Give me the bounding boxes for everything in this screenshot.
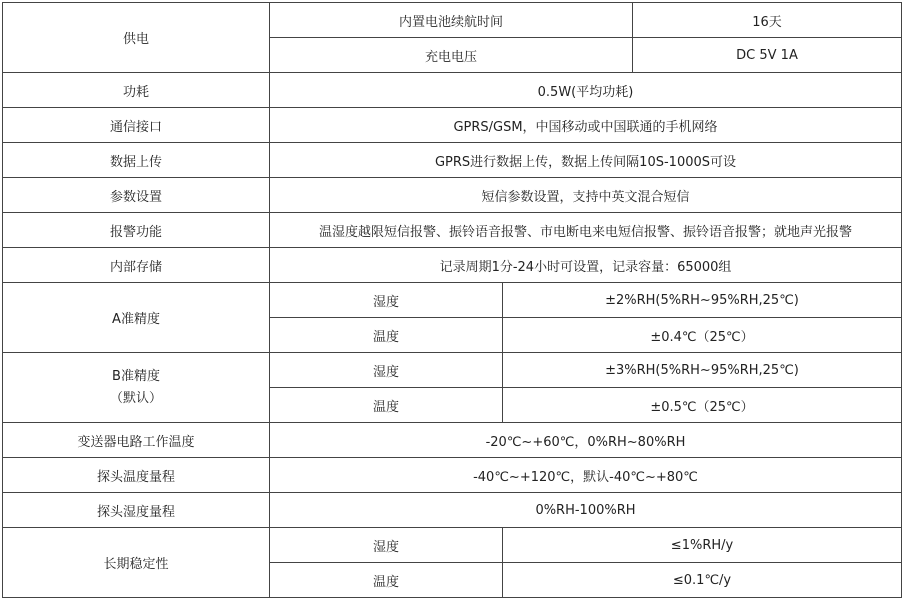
storage-label: 内部存储 [3,248,270,283]
comm-value: GPRS/GSM，中国移动或中国联通的手机网络 [270,108,902,143]
spec-table [2,2,902,598]
accuracy-b-humidity-label: 湿度 [270,353,503,388]
accuracy-b-humidity-value: ±3%RH(5%RH~95%RH,25℃) [503,353,902,388]
consumption-label: 功耗 [3,73,270,108]
accuracy-a-humidity-label: 湿度 [270,283,503,318]
stability-temperature-value: ≤0.1℃/y [503,563,902,598]
row-storage [3,248,902,283]
row-alarm [3,213,902,248]
accuracy-b-temperature-label: 温度 [270,388,503,423]
accuracy-a-humidity-value: ±2%RH(5%RH~95%RH,25℃) [503,283,902,318]
row-upload [3,143,902,178]
battery-life-value: 16天 [633,3,902,38]
alarm-label: 报警功能 [3,213,270,248]
accuracy-b-label [3,353,270,423]
accuracy-a-temperature-label: 温度 [270,318,503,353]
transmitter-temp-label: 变送器电路工作温度 [3,423,270,458]
consumption-value: 0.5W(平均功耗) [270,73,902,108]
probe-temp-range-label: 探头温度量程 [3,458,270,493]
row-probe-temp-range [3,458,902,493]
row-accuracy-b-humidity [3,353,902,388]
stability-temperature-label: 温度 [270,563,503,598]
charge-voltage-value: DC 5V 1A [633,38,902,73]
params-label: 参数设置 [3,178,270,213]
row-probe-hum-range [3,493,902,528]
upload-label: 数据上传 [3,143,270,178]
row-stability-humidity [3,528,902,563]
params-value: 短信参数设置，支持中英文混合短信 [270,178,902,213]
power-label: 供电 [3,3,270,73]
alarm-value: 温湿度越限短信报警、振铃语音报警、市电断电来电短信报警、振铃语音报警；就地声光报警 [270,213,902,248]
storage-value: 记录周期1分-24小时可设置，记录容量：65000组 [270,248,902,283]
stability-humidity-value: ≤1%RH/y [503,528,902,563]
row-consumption [3,73,902,108]
row-power [3,3,902,38]
accuracy-b-label-line1: B准精度 [112,368,160,384]
row-params [3,178,902,213]
probe-temp-range-value: -40℃~+120℃，默认-40℃~+80℃ [270,458,902,493]
charge-voltage-label: 充电电压 [270,38,633,73]
row-transmitter-temp [3,423,902,458]
stability-humidity-label: 湿度 [270,528,503,563]
accuracy-a-label: A准精度 [3,283,270,353]
comm-label: 通信接口 [3,108,270,143]
probe-hum-range-label: 探头湿度量程 [3,493,270,528]
row-accuracy-a-humidity [3,283,902,318]
transmitter-temp-value: -20℃~+60℃，0%RH~80%RH [270,423,902,458]
accuracy-b-label-line2: （默认） [109,390,162,406]
accuracy-b-temperature-value: ±0.5℃（25℃） [503,388,902,423]
accuracy-a-temperature-value: ±0.4℃（25℃） [503,318,902,353]
battery-life-label: 内置电池续航时间 [270,3,633,38]
probe-hum-range-value: 0%RH-100%RH [270,493,902,528]
stability-label: 长期稳定性 [3,528,270,598]
upload-value: GPRS进行数据上传，数据上传间隔10S-1000S可设 [270,143,902,178]
row-comm [3,108,902,143]
